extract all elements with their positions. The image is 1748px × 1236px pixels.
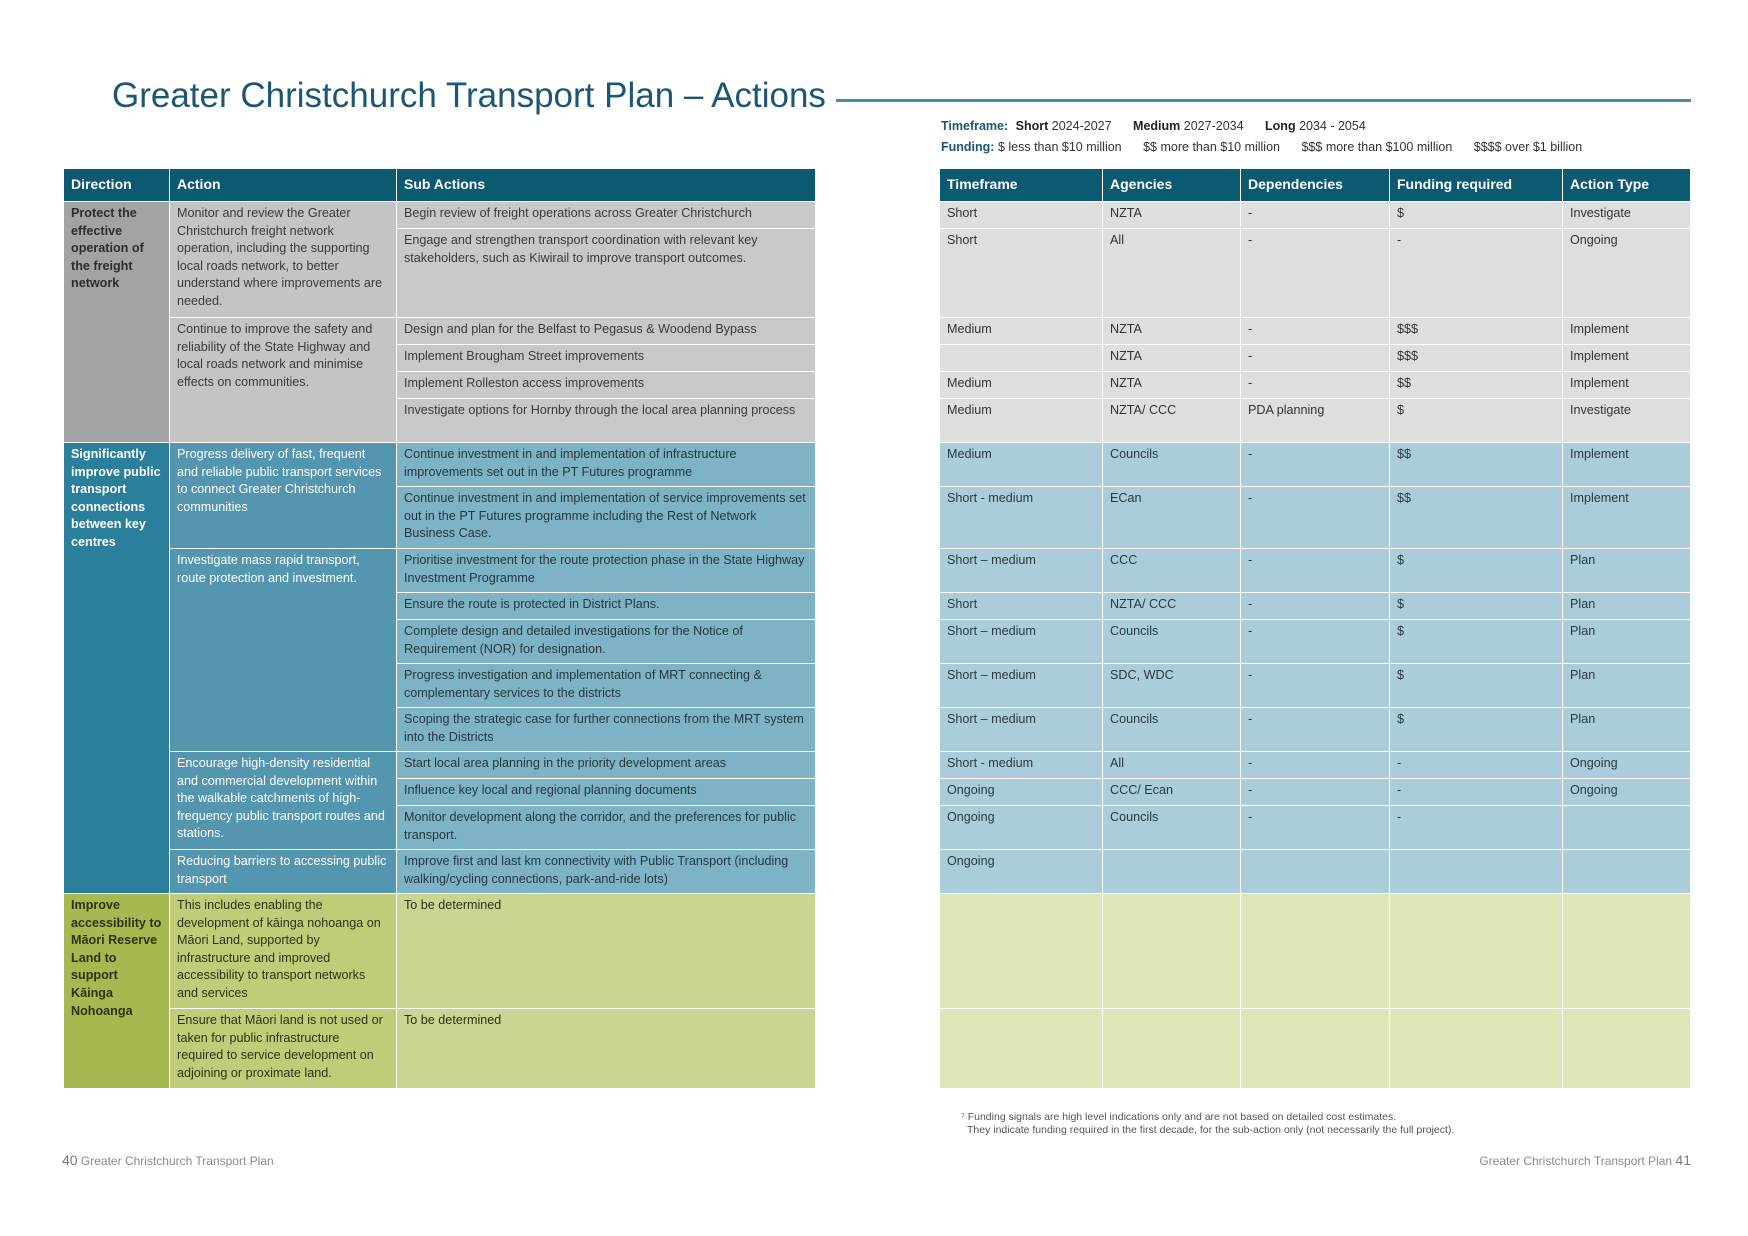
footnote — [961, 1111, 1454, 1137]
funding-cell: $ — [1390, 593, 1563, 620]
dependencies-cell: PDA planning — [1241, 399, 1390, 443]
dependencies-cell — [1241, 850, 1390, 894]
sub-action-cell: Implement Rolleston access improvements — [397, 372, 816, 399]
dependencies-cell: - — [1241, 372, 1390, 399]
dependencies-cell — [1241, 894, 1390, 1009]
timeframe-cell: Ongoing — [940, 850, 1103, 894]
timeframe-legend — [941, 119, 1366, 133]
funding-cell: $$ — [1390, 487, 1563, 549]
agencies-cell: Councils — [1103, 443, 1241, 487]
sub-action-cell: Improve first and last km connectivity with Public Transport (including walking/cycling connections, park-and-ride lots) — [397, 850, 816, 894]
table-row — [940, 894, 1691, 1009]
funding-cell: $ — [1390, 549, 1563, 593]
legend-short-range: 2024-2027 — [1051, 119, 1112, 133]
table-row — [940, 443, 1691, 487]
timeframe-label: Timeframe: — [941, 119, 1009, 133]
dependencies-cell — [1241, 1009, 1390, 1089]
agencies-cell — [1103, 850, 1241, 894]
dependencies-cell: - — [1241, 487, 1390, 549]
sub-action-cell: Implement Brougham Street improvements — [397, 345, 816, 372]
agencies-cell: Councils — [1103, 620, 1241, 664]
sub-action-cell: Continue investment in and implementation of infrastructure improvements set out in the PT Futures programme — [397, 443, 816, 487]
footer-text: Greater Christchurch Transport Plan — [80, 1154, 274, 1168]
timeframe-cell: Short — [940, 229, 1103, 318]
timeframe-cell: Ongoing — [940, 806, 1103, 850]
page-number: 41 — [1675, 1152, 1691, 1168]
page-title: Greater Christchurch Transport Plan – Actions — [112, 76, 826, 115]
table-row — [940, 487, 1691, 549]
action-cell: Continue to improve the safety and reliability of the State Highway and local roads network and minimise effects on communities. — [170, 318, 397, 443]
col-header-dependencies: Dependencies — [1241, 169, 1390, 202]
action-type-cell: Implement — [1563, 345, 1691, 372]
timeframe-cell: Short — [940, 593, 1103, 620]
dependencies-cell: - — [1241, 620, 1390, 664]
table-row — [940, 752, 1691, 779]
col-header-timeframe: Timeframe — [940, 169, 1103, 202]
dependencies-cell: - — [1241, 593, 1390, 620]
timeframe-cell: Short – medium — [940, 549, 1103, 593]
table-row — [940, 345, 1691, 372]
sub-action-cell: To be determined — [397, 1009, 816, 1089]
table-row — [940, 318, 1691, 345]
action-cell: Progress delivery of fast, frequent and reliable public transport services to connect Greater Christchurch communities — [170, 443, 397, 549]
action-cell: Ensure that Māori land is not used or taken for public infrastructure required to service development on adjoining or proximate land. — [170, 1009, 397, 1089]
funding-cell: $$ — [1390, 372, 1563, 399]
sub-action-cell: Complete design and detailed investigations for the Notice of Requirement (NOR) for designation. — [397, 620, 816, 664]
col-header-sub-actions: Sub Actions — [397, 169, 816, 202]
legend-long: Long — [1265, 119, 1296, 133]
sub-action-cell: To be determined — [397, 894, 816, 1009]
table-row — [940, 850, 1691, 894]
action-cell: Encourage high-density residential and commercial development within the walkable catchments of high-frequency public transport routes and stations. — [170, 752, 397, 850]
table-row — [64, 850, 816, 894]
agencies-cell: NZTA — [1103, 345, 1241, 372]
action-type-cell: Investigate — [1563, 399, 1691, 443]
funding-label: Funding: — [941, 140, 995, 154]
funding-cell: $ — [1390, 399, 1563, 443]
agencies-cell: ECan — [1103, 487, 1241, 549]
action-type-cell: Ongoing — [1563, 779, 1691, 806]
funding-cell: - — [1390, 752, 1563, 779]
col-header-funding: Funding required — [1390, 169, 1563, 202]
funding-cell — [1390, 1009, 1563, 1089]
table-row — [940, 1009, 1691, 1089]
table-row — [940, 620, 1691, 664]
timeframe-cell — [940, 894, 1103, 1009]
funding-cell: - — [1390, 229, 1563, 318]
footer-right — [1479, 1152, 1691, 1168]
sub-action-cell: Ensure the route is protected in District Plans. — [397, 593, 816, 620]
col-header-action: Action — [170, 169, 397, 202]
dependencies-cell: - — [1241, 202, 1390, 229]
timeframe-cell: Short - medium — [940, 752, 1103, 779]
table-row — [940, 593, 1691, 620]
sub-action-cell: Monitor development along the corridor, and the preferences for public transport. — [397, 806, 816, 850]
agencies-cell — [1103, 894, 1241, 1009]
table-row — [940, 806, 1691, 850]
sub-action-cell: Start local area planning in the priority development areas — [397, 752, 816, 779]
table-row — [940, 202, 1691, 229]
funding-cell: $$$ — [1390, 345, 1563, 372]
dependencies-cell: - — [1241, 806, 1390, 850]
timeframe-cell: Short — [940, 202, 1103, 229]
agencies-cell: Councils — [1103, 708, 1241, 752]
direction-cell: Protect the effective operation of the freight network — [64, 202, 170, 443]
sub-action-cell: Progress investigation and implementation of MRT connecting & complementary services to the districts — [397, 664, 816, 708]
dependencies-cell: - — [1241, 752, 1390, 779]
table-header-row — [940, 169, 1691, 202]
table-row — [64, 202, 816, 229]
legend-funding-2: $$ more than $10 million — [1143, 140, 1280, 154]
timeframe-cell: Short – medium — [940, 620, 1103, 664]
timeframe-cell: Short – medium — [940, 664, 1103, 708]
legend-long-range: 2034 - 2054 — [1299, 119, 1366, 133]
sub-action-cell: Engage and strengthen transport coordination with relevant key stakeholders, such as Kiwirail to improve transport outcomes. — [397, 229, 816, 318]
action-cell: Investigate mass rapid transport, route protection and investment. — [170, 549, 397, 752]
col-header-direction: Direction — [64, 169, 170, 202]
agencies-cell: NZTA/ CCC — [1103, 593, 1241, 620]
action-type-cell: Implement — [1563, 318, 1691, 345]
sub-action-cell: Continue investment in and implementation of service improvements set out in the PT Futures programme including the Rest of Network Business Case. — [397, 487, 816, 549]
action-type-cell: Implement — [1563, 487, 1691, 549]
agencies-cell: NZTA/ CCC — [1103, 399, 1241, 443]
timeframe-cell — [940, 345, 1103, 372]
timeframe-cell: Ongoing — [940, 779, 1103, 806]
agencies-cell: NZTA — [1103, 202, 1241, 229]
table-row — [940, 229, 1691, 318]
footnote-line: ⁷ Funding signals are high level indications only and are not based on detailed cost estimates. — [961, 1111, 1397, 1123]
agencies-cell: NZTA — [1103, 318, 1241, 345]
col-header-action-type: Action Type — [1563, 169, 1691, 202]
timeframe-cell: Medium — [940, 443, 1103, 487]
action-type-cell: Implement — [1563, 372, 1691, 399]
dependencies-cell: - — [1241, 708, 1390, 752]
footer-text: Greater Christchurch Transport Plan — [1479, 1154, 1673, 1168]
action-type-cell: Investigate — [1563, 202, 1691, 229]
sub-action-cell: Begin review of freight operations across Greater Christchurch — [397, 202, 816, 229]
table-row — [64, 318, 816, 345]
timeframe-cell: Medium — [940, 399, 1103, 443]
legend-funding-4: $$$$ over $1 billion — [1473, 140, 1583, 154]
dependencies-cell: - — [1241, 664, 1390, 708]
actions-table — [63, 168, 816, 1089]
funding-cell: $ — [1390, 202, 1563, 229]
table-header-row — [64, 169, 816, 202]
action-type-cell — [1563, 806, 1691, 850]
funding-legend — [941, 140, 1582, 154]
table-row — [64, 894, 816, 1009]
sub-action-cell: Influence key local and regional planning documents — [397, 779, 816, 806]
action-type-cell: Plan — [1563, 664, 1691, 708]
funding-cell — [1390, 850, 1563, 894]
dependencies-cell: - — [1241, 345, 1390, 372]
table-row — [64, 752, 816, 779]
action-type-cell: Plan — [1563, 620, 1691, 664]
action-type-cell: Plan — [1563, 549, 1691, 593]
action-type-cell: Ongoing — [1563, 229, 1691, 318]
table-row — [64, 549, 816, 593]
funding-cell: $ — [1390, 664, 1563, 708]
agencies-cell: All — [1103, 752, 1241, 779]
sub-action-cell: Investigate options for Hornby through the local area planning process — [397, 399, 816, 443]
timeframe-cell: Short – medium — [940, 708, 1103, 752]
table-row — [940, 708, 1691, 752]
timeframe-cell: Medium — [940, 372, 1103, 399]
timeframe-cell: Medium — [940, 318, 1103, 345]
sub-action-cell: Design and plan for the Belfast to Pegasus & Woodend Bypass — [397, 318, 816, 345]
agencies-cell: SDC, WDC — [1103, 664, 1241, 708]
footer-left — [62, 1152, 274, 1168]
dependencies-cell: - — [1241, 318, 1390, 345]
dependencies-cell: - — [1241, 229, 1390, 318]
legend-short: Short — [1015, 119, 1049, 133]
funding-cell: $ — [1390, 620, 1563, 664]
funding-table — [939, 168, 1691, 1089]
action-type-cell: Plan — [1563, 708, 1691, 752]
legend-medium-range: 2027-2034 — [1183, 119, 1244, 133]
sub-action-cell: Prioritise investment for the route protection phase in the State Highway Investment Programme — [397, 549, 816, 593]
direction-cell: Significantly improve public transport connections between key centres — [64, 443, 170, 894]
title-rule — [836, 99, 1691, 102]
timeframe-cell: Short - medium — [940, 487, 1103, 549]
table-row — [940, 664, 1691, 708]
funding-cell: $ — [1390, 708, 1563, 752]
agencies-cell — [1103, 1009, 1241, 1089]
sub-action-cell: Scoping the strategic case for further connections from the MRT system into the Districts — [397, 708, 816, 752]
funding-cell: - — [1390, 779, 1563, 806]
legend-medium: Medium — [1133, 119, 1181, 133]
table-row — [64, 443, 816, 487]
funding-cell: - — [1390, 806, 1563, 850]
action-type-cell: Implement — [1563, 443, 1691, 487]
action-type-cell — [1563, 1009, 1691, 1089]
table-row — [940, 372, 1691, 399]
table-row — [940, 549, 1691, 593]
funding-cell — [1390, 894, 1563, 1009]
funding-cell: $$ — [1390, 443, 1563, 487]
funding-cell: $$$ — [1390, 318, 1563, 345]
direction-cell: Improve accessibility to Māori Reserve Land to support Kāinga Nohoanga — [64, 894, 170, 1089]
table-row — [940, 399, 1691, 443]
action-cell: This includes enabling the development of kāinga nohoanga on Māori Land, supported by infrastructure and improved accessibility to transport networks and services — [170, 894, 397, 1009]
dependencies-cell: - — [1241, 779, 1390, 806]
table-row — [64, 1009, 816, 1089]
footnote-line: They indicate funding required in the first decade, for the sub-action only (not necessarily the full project). — [967, 1124, 1455, 1136]
dependencies-cell: - — [1241, 549, 1390, 593]
agencies-cell: CCC/ Ecan — [1103, 779, 1241, 806]
timeframe-cell — [940, 1009, 1103, 1089]
table-row — [940, 779, 1691, 806]
agencies-cell: All — [1103, 229, 1241, 318]
agencies-cell: CCC — [1103, 549, 1241, 593]
action-cell: Reducing barriers to accessing public transport — [170, 850, 397, 894]
agencies-cell: Councils — [1103, 806, 1241, 850]
dependencies-cell: - — [1241, 443, 1390, 487]
action-type-cell: Ongoing — [1563, 752, 1691, 779]
legend-funding-1: $ less than $10 million — [997, 140, 1122, 154]
page-number: 40 — [62, 1152, 78, 1168]
action-type-cell — [1563, 850, 1691, 894]
col-header-agencies: Agencies — [1103, 169, 1241, 202]
action-cell: Monitor and review the Greater Christchurch freight network operation, including the supporting local roads network, to better understand where improvements are needed. — [170, 202, 397, 318]
action-type-cell — [1563, 894, 1691, 1009]
action-type-cell: Plan — [1563, 593, 1691, 620]
legend-funding-3: $$$ more than $100 million — [1301, 140, 1453, 154]
agencies-cell: NZTA — [1103, 372, 1241, 399]
